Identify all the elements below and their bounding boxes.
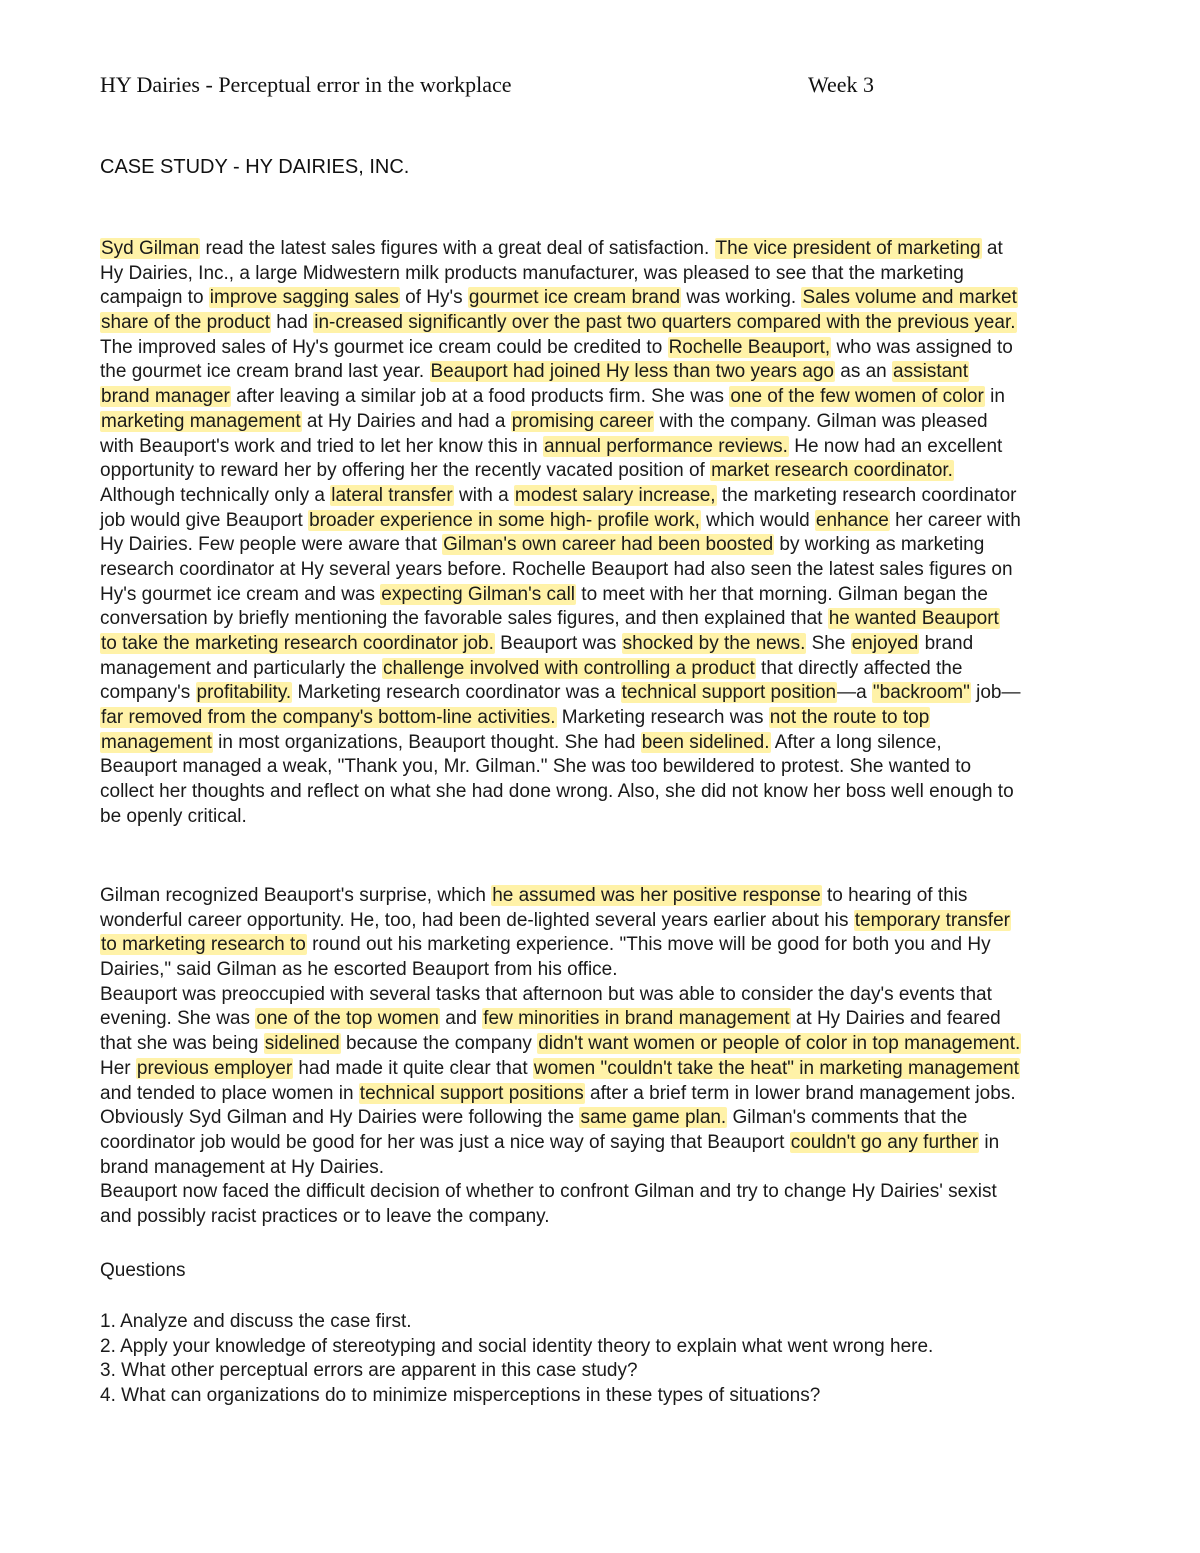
text-line: [100, 1082, 1150, 1107]
text-line: [100, 1057, 1150, 1082]
text-line: [100, 681, 1150, 706]
text-segment: evening. She was: [100, 1008, 256, 1030]
text-segment: Hy's gourmet ice cream and was: [100, 583, 381, 605]
text-line: [100, 780, 1150, 805]
text-segment: the gourmet ice cream brand last year.: [100, 361, 430, 383]
case-paragraph-1: [100, 237, 1150, 830]
highlighted-text: women "couldn't take the heat" in marketing management: [533, 1057, 1019, 1079]
text-segment: job—: [970, 682, 1021, 704]
text-line: [100, 731, 1150, 756]
highlighted-text: marketing management: [101, 410, 301, 432]
text-segment: of Hy's: [399, 287, 468, 309]
highlighted-text: promising career: [511, 410, 654, 432]
text-segment: with Beauport's work and tried to let her know this in: [100, 435, 543, 457]
text-segment: opportunity to reward her by offering her the recently vacated position of: [100, 460, 711, 482]
text-line: [100, 755, 1150, 780]
text-segment: at: [981, 238, 1003, 259]
highlighted-text: assistant: [893, 361, 969, 383]
text-segment: research coordinator at Hy several years before. Rochelle Beauport had also seen the latest sales figures on: [100, 558, 1013, 580]
text-segment: Gilman recognized Beauport's surprise, which: [100, 885, 492, 906]
questions-list: [100, 1310, 1150, 1409]
text-segment: brand management at Hy Dairies.: [100, 1156, 385, 1178]
text-segment: She: [806, 633, 851, 654]
text-segment: and: [440, 1008, 483, 1030]
text-line: [100, 509, 1150, 534]
text-segment: Although technically only a: [100, 484, 331, 506]
highlighted-text: expecting Gilman's call: [381, 583, 576, 605]
text-segment: the marketing research coordinator: [716, 484, 1017, 506]
highlighted-text: annual performance reviews.: [543, 435, 788, 457]
text-line: [100, 435, 1150, 460]
highlighted-text: he assumed was her positive response: [492, 885, 821, 906]
text-line: [100, 533, 1150, 558]
text-line: [100, 410, 1150, 435]
text-line: [100, 262, 1150, 287]
text-segment: with a: [453, 484, 514, 506]
text-segment: with the company. Gilman was pleased: [654, 410, 988, 432]
text-segment: her career with: [889, 509, 1021, 531]
text-line: [100, 459, 1150, 484]
case-study-title: CASE STUDY - HY DAIRIES, INC.: [100, 156, 410, 178]
highlighted-text: technical support position: [621, 682, 837, 704]
case-paragraph-2: [100, 884, 1150, 1230]
text-segment: The improved sales of Hy's gourmet ice cream could be credited to: [100, 336, 668, 358]
highlighted-text: been sidelined.: [641, 731, 770, 753]
text-segment: because the company: [340, 1033, 538, 1055]
text-segment: in most organizations, Beauport thought. She had: [212, 731, 641, 753]
text-segment: wonderful career opportunity. He, too, had been de-lighted several years earlier about his: [100, 909, 854, 931]
highlighted-text: Syd Gilman: [101, 238, 200, 259]
text-line: [100, 632, 1150, 657]
text-segment: and possibly racist practices or to leave the company.: [100, 1205, 550, 1227]
text-line: [100, 583, 1150, 608]
text-segment: After a long silence,: [770, 731, 942, 753]
highlighted-text: brand manager: [101, 386, 230, 408]
question-item: 3. What other perceptual errors are apparent in this case study?: [100, 1360, 638, 1382]
highlighted-text: enjoyed: [851, 633, 919, 654]
text-segment: Hy Dairies. Few people were aware that: [100, 534, 443, 556]
text-line: [100, 607, 1150, 632]
highlighted-text: share of the product: [101, 312, 270, 334]
text-segment: Gilman's comments that the: [727, 1107, 968, 1129]
text-segment: company's: [100, 682, 196, 704]
text-segment: read the latest sales figures with a great deal of satisfaction.: [200, 238, 715, 259]
text-segment: brand: [919, 633, 974, 654]
text-line: [100, 958, 1150, 983]
highlighted-text: Beauport had joined Hy less than two years ago: [430, 361, 834, 383]
text-line: [100, 1032, 1150, 1057]
text-segment: —a: [837, 682, 872, 704]
text-line: [100, 360, 1150, 385]
week-label: Week 3: [808, 72, 875, 97]
text-line: [100, 1131, 1150, 1156]
highlighted-text: challenge involved with controlling a product: [383, 657, 755, 679]
text-segment: Hy Dairies, Inc., a large Midwestern milk products manufacturer, was pleased to see that the marketing: [100, 262, 964, 284]
highlighted-text: to marketing research to: [101, 934, 306, 956]
text-line: [100, 1007, 1150, 1032]
text-segment: round out his marketing experience. "This move will be good for both you and Hy: [306, 934, 991, 956]
highlighted-text: enhance: [815, 509, 889, 531]
text-line: [100, 1180, 1150, 1205]
text-segment: Beauport now faced the difficult decision of whether to confront Gilman and try to change Hy Dairies' sexist: [100, 1181, 997, 1203]
highlighted-text: didn't want women or people of color in top management.: [538, 1033, 1021, 1055]
text-line: [100, 983, 1150, 1008]
text-segment: conversation by briefly mentioning the favorable sales figures, and then explained that: [100, 608, 828, 630]
text-line: [100, 805, 1150, 830]
highlighted-text: lateral transfer: [331, 484, 453, 506]
text-segment: had made it quite clear that: [293, 1057, 533, 1079]
text-segment: He now had an excellent: [788, 435, 1003, 457]
text-segment: which would: [700, 509, 815, 531]
highlighted-text: management: [101, 731, 212, 753]
text-segment: that she was being: [100, 1033, 264, 1055]
text-segment: Obviously Syd Gilman and Hy Dairies were following the: [100, 1107, 580, 1129]
text-segment: in: [984, 386, 1005, 408]
page-header: [100, 72, 1100, 98]
text-line: [100, 1156, 1150, 1181]
highlighted-text: far removed from the company's bottom-line activities.: [101, 707, 556, 729]
highlighted-text: one of the top women: [256, 1008, 440, 1030]
highlighted-text: one of the few women of color: [730, 386, 984, 408]
highlighted-text: Gilman's own career had been boosted: [443, 534, 774, 556]
text-line: [100, 385, 1150, 410]
highlighted-text: not the route to top: [769, 707, 930, 729]
text-segment: collect her thoughts and reflect on what she had done wrong. Also, she did not know her boss well enough to: [100, 781, 1014, 803]
text-line: [100, 909, 1150, 934]
text-segment: management and particularly the: [100, 657, 382, 679]
text-segment: to hearing of this: [821, 885, 968, 906]
highlighted-text: to take the marketing research coordinator job.: [101, 633, 494, 654]
text-line: [100, 336, 1150, 361]
text-line: [100, 484, 1150, 509]
text-line: [100, 237, 1150, 262]
text-segment: Her: [100, 1057, 136, 1079]
questions-heading: Questions: [100, 1260, 186, 1281]
text-line: [100, 657, 1150, 682]
highlighted-text: Sales volume and market: [802, 287, 1017, 309]
text-line: [100, 286, 1150, 311]
text-segment: who was assigned to: [831, 336, 1013, 358]
question-item: 1. Analyze and discuss the case first.: [100, 1311, 412, 1332]
text-segment: and tended to place women in: [100, 1082, 359, 1104]
highlighted-text: modest salary increase,: [514, 484, 716, 506]
text-segment: after leaving a similar job at a food products firm. She was: [230, 386, 730, 408]
text-line: [100, 558, 1150, 583]
text-segment: at Hy Dairies and had a: [301, 410, 511, 432]
text-line: [100, 1106, 1150, 1131]
text-segment: Dairies," said Gilman as he escorted Beauport from his office.: [100, 959, 618, 981]
text-segment: to meet with her that morning. Gilman began the: [576, 583, 988, 605]
text-line: [100, 933, 1150, 958]
text-segment: was working.: [681, 287, 802, 309]
highlighted-text: few minorities in brand management: [483, 1008, 790, 1030]
text-segment: had: [271, 312, 314, 334]
text-segment: coordinator job would be good for her was just a nice way of saying that Beauport: [100, 1131, 790, 1153]
highlighted-text: The vice president of marketing: [715, 238, 981, 259]
text-line: [100, 706, 1150, 731]
text-segment: Marketing research was: [556, 707, 769, 729]
text-segment: be openly critical.: [100, 805, 247, 827]
highlighted-text: temporary transfer: [854, 909, 1010, 931]
text-segment: job would give Beauport: [100, 509, 309, 531]
highlighted-text: shocked by the news.: [622, 633, 806, 654]
text-segment: Beauport managed a weak, "Thank you, Mr. Gilman." She was too bewildered to protest. She wanted to: [100, 756, 972, 778]
highlighted-text: improve sagging sales: [209, 287, 399, 309]
text-segment: after a brief term in lower brand management jobs.: [584, 1082, 1016, 1104]
text-line: [100, 884, 1150, 909]
highlighted-text: he wanted Beauport: [828, 608, 999, 630]
text-segment: Marketing research coordinator was a: [292, 682, 621, 704]
text-segment: as an: [834, 361, 893, 383]
text-segment: Beauport was preoccupied with several tasks that afternoon but was able to consider the day's events that: [100, 983, 992, 1005]
highlighted-text: gourmet ice cream brand: [468, 287, 681, 309]
text-segment: at Hy Dairies and feared: [790, 1008, 1001, 1030]
text-line: [100, 311, 1150, 336]
highlighted-text: in-creased significantly over the past two quarters compared with the previous year.: [314, 312, 1016, 334]
highlighted-text: profitability.: [196, 682, 292, 704]
document-title: HY Dairies - Perceptual error in the workplace: [100, 72, 512, 97]
highlighted-text: broader experience in some high- profile work,: [309, 509, 700, 531]
text-segment: campaign to: [100, 287, 209, 309]
highlighted-text: market research coordinator.: [711, 460, 953, 482]
question-item: 2. Apply your knowledge of stereotyping and social identity theory to explain what went wrong here.: [100, 1335, 934, 1357]
highlighted-text: technical support positions: [359, 1082, 584, 1104]
text-segment: by working as marketing: [774, 534, 985, 556]
highlighted-text: sidelined: [264, 1033, 340, 1055]
highlighted-text: "backroom": [872, 682, 970, 704]
highlighted-text: Rochelle Beauport,: [668, 336, 831, 358]
text-segment: in: [979, 1131, 1000, 1153]
highlighted-text: couldn't go any further: [790, 1131, 979, 1153]
text-segment: Beauport was: [494, 633, 622, 654]
text-line: [100, 1205, 1150, 1230]
text-segment: that directly affected the: [755, 657, 963, 679]
highlighted-text: same game plan.: [580, 1107, 727, 1129]
question-item: 4. What can organizations do to minimize misperceptions in these types of situations?: [100, 1385, 821, 1407]
highlighted-text: previous employer: [136, 1057, 293, 1079]
